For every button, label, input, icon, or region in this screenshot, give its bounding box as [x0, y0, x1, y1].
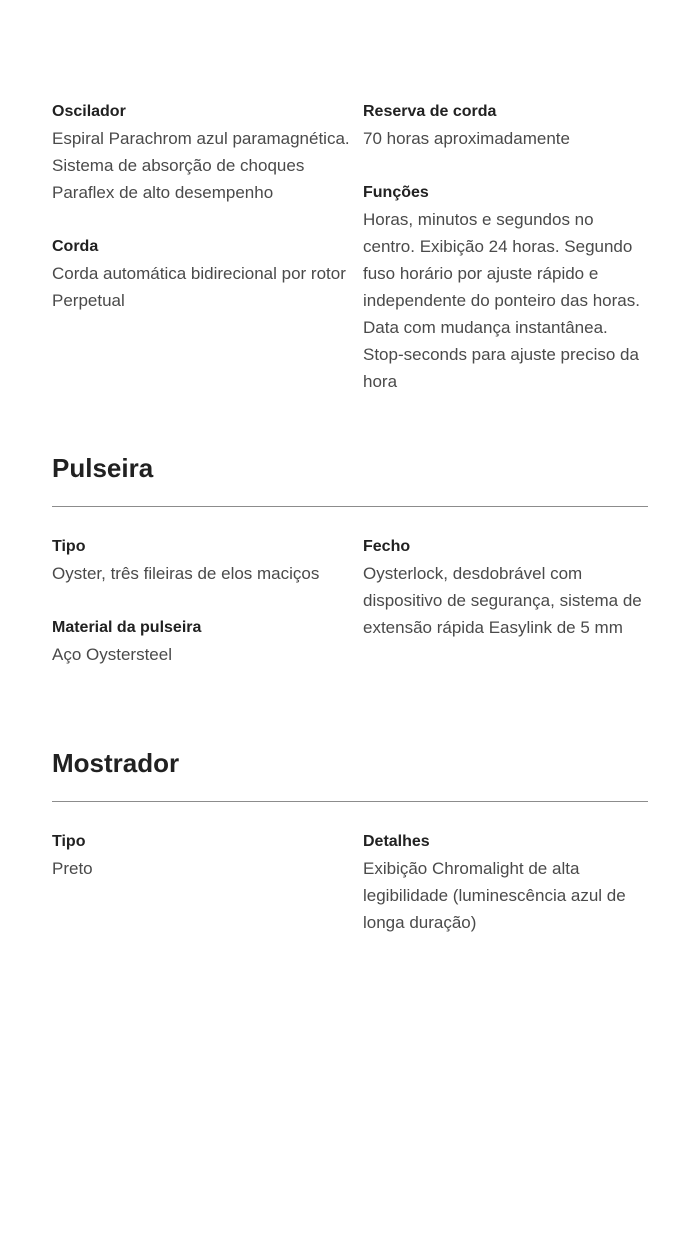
dial-left-column — [52, 828, 363, 963]
spec-value: Oysterlock, desdobrável com dispositivo de segurança, sistema de extensão rápida Easylink de 5 mm — [363, 564, 642, 637]
spec-value: Exibição Chromalight de alta legibilidade (luminescência azul de longa duração) — [363, 859, 626, 932]
spec-value: 70 horas aproximadamente — [363, 129, 570, 148]
spec-label: Fecho — [363, 538, 411, 555]
dial-grid — [52, 802, 648, 963]
spec-label: Funções — [363, 184, 429, 201]
movement-grid — [52, 98, 648, 422]
specifications-page — [52, 98, 648, 963]
bracelet-right-column — [363, 533, 648, 695]
movement-section — [52, 98, 648, 422]
spec-value: Horas, minutos e segundos no centro. Exibição 24 horas. Segundo fuso horário por ajuste rápido e independente do ponteiro das horas. Data com mudança instantânea. Stop-seconds para ajuste preciso da hora — [363, 210, 640, 391]
spec-label: Corda — [52, 238, 99, 255]
section-title: Pulseira — [52, 453, 154, 483]
dial-right-column — [363, 828, 648, 963]
spec-label: Reserva de corda — [363, 103, 497, 120]
spec-label: Tipo — [52, 538, 86, 555]
spec-label: Material da pulseira — [52, 619, 202, 636]
spec-value: Espiral Parachrom azul paramagnética. Sistema de absorção de choques Paraflex de alto desempenho — [52, 129, 350, 202]
spec-value: Oyster, três fileiras de elos maciços — [52, 564, 320, 583]
dial-header — [52, 747, 648, 801]
spec-power-reserve — [363, 98, 648, 152]
movement-left-column — [52, 98, 363, 422]
bracelet-grid — [52, 507, 648, 695]
spec-dial-type — [52, 828, 363, 882]
section-title: Mostrador — [52, 748, 180, 778]
spec-oscillator — [52, 98, 363, 206]
spec-value: Corda automática bidirecional por rotor Perpetual — [52, 264, 346, 310]
spec-bracelet-material — [52, 614, 363, 668]
spec-functions — [363, 179, 648, 395]
bracelet-left-column — [52, 533, 363, 695]
spec-dial-details — [363, 828, 648, 936]
spec-label: Oscilador — [52, 103, 126, 120]
movement-right-column — [363, 98, 648, 422]
dial-section — [52, 747, 648, 963]
spec-label: Detalhes — [363, 833, 430, 850]
spec-winding — [52, 233, 363, 314]
bracelet-header — [52, 452, 648, 506]
bracelet-section — [52, 452, 648, 695]
spec-value: Aço Oystersteel — [52, 645, 172, 664]
spec-bracelet-type — [52, 533, 363, 587]
spec-value: Preto — [52, 859, 93, 878]
spec-label: Tipo — [52, 833, 86, 850]
spec-clasp — [363, 533, 648, 641]
